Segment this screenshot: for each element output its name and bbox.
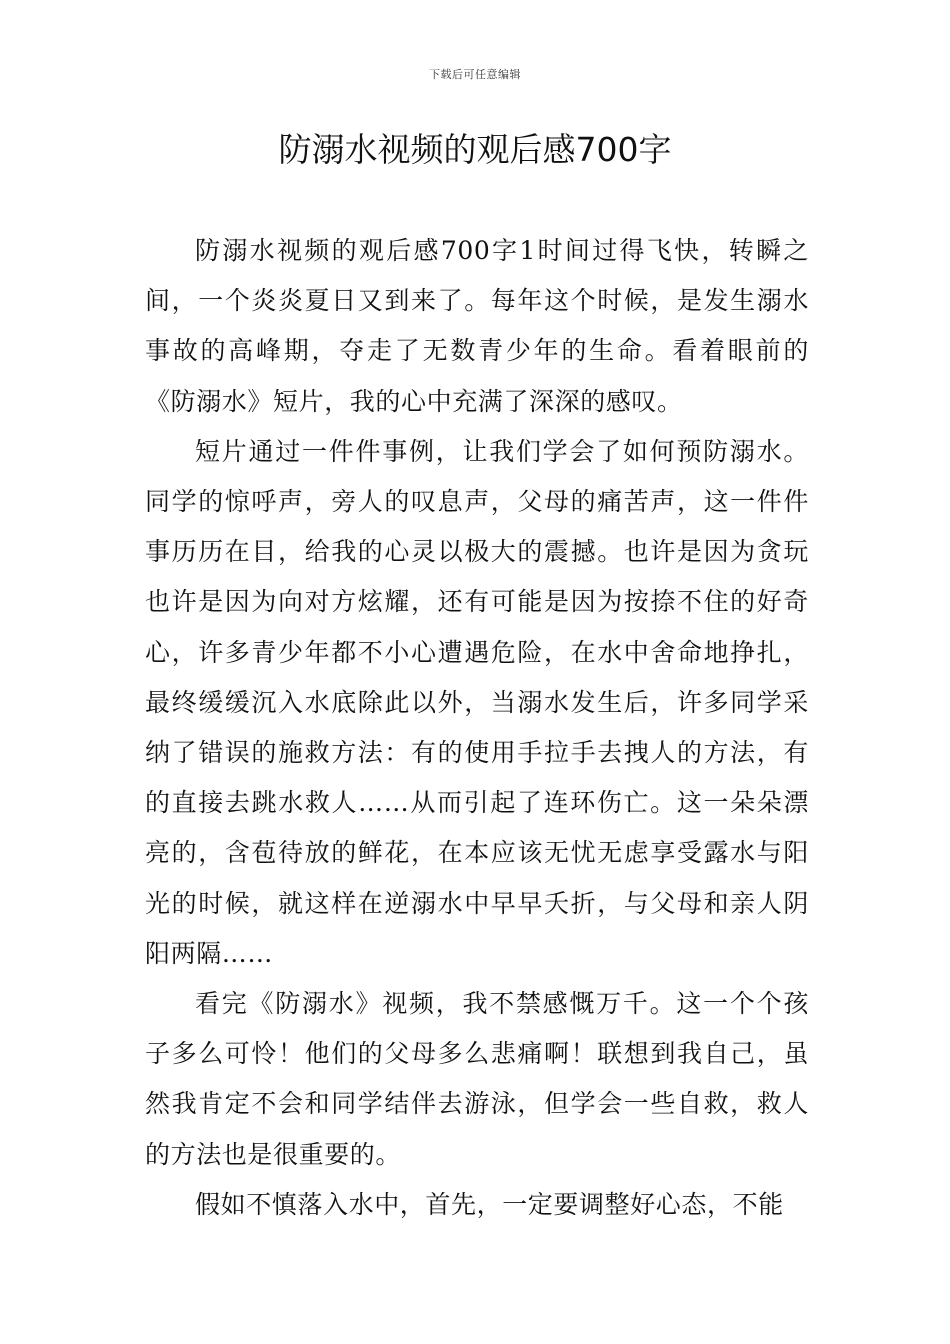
document-body — [145, 226, 809, 1230]
header-note: 下载后可任意编辑 — [429, 68, 521, 81]
document-title: 防溺水视频的观后感700字 — [278, 130, 672, 169]
paragraph-3: 看完《防溺水》视频，我不禁感慨万千。这一个个孩子多么可怜！他们的父母多么悲痛啊！联想到我自己，虽然我肯定不会和同学结伴去游泳，但学会一些自救，救人的方法也是很重要的。 — [145, 989, 809, 1169]
paragraph-2: 短片通过一件件事例，让我们学会了如何预防溺水。同学的惊呼声，旁人的叹息声，父母的痛苦声，这一件件事历历在目，给我的心灵以极大的震撼。也许是因为贪玩也许是因为向对方炫耀，还有可能是因为按捺不住的好奇心，许多青少年都不小心遭遇危险，在水中舍命地挣扎，最终缓缓沉入水底除此以外，当溺水发生后，许多同学采纳了错误的施救方法：有的使用手拉手去拽人的方法，有的直接去跳水救人……从而引起了连环伤亡。这一朵朵漂亮的，含苞待放的鲜花，在本应该无忧无虑享受露水与阳光的时候，就这样在逆溺水中早早夭折，与父母和亲人阴阳两隔…… — [145, 436, 809, 968]
paragraph-1: 防溺水视频的观后感700字1时间过得飞快，转瞬之间，一个炎炎夏日又到来了。每年这个时候，是发生溺水事故的高峰期，夺走了无数青少年的生命。看着眼前的《防溺水》短片，我的心中充满了深深的感叹。 — [145, 236, 809, 416]
paragraph-4: 假如不慎落入水中，首先，一定要调整好心态，不能 — [195, 1189, 784, 1219]
